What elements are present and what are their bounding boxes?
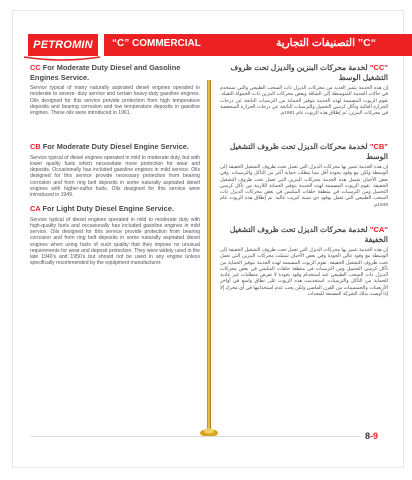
section-heading: لخدمة محركات البنزين والديزل تحت ظروف التشغيل الوسط [230,63,388,82]
logo-swoosh-icon [22,56,102,62]
section-code: "CA" [369,225,388,234]
section-code: CA [30,204,41,213]
section-title [220,225,388,245]
section-cb-en [30,142,200,198]
section-body: Service typical of many naturally aspirated diesel engines operated in moderate to severe- duty service and certain heavy-duty gasoline engines. Oils designed for this service provide protection from high temperature deposits and bearing corrosion and low temperature deposits in gasoline engines. These oils were introduced in 1961. [30,85,200,116]
page-number-prefix: 8 [365,431,371,441]
logo-text: PETROMIN [33,39,93,51]
section-title [30,63,200,82]
section-title [220,63,388,83]
section-cc-en [30,63,200,116]
section-body: إن هذه الخدمة تتميز بها محركات الديزل التي تعمل تحت ظروف التشغيل الخفيفة إلى الوسطة ولكن مع وقود بجودة أقل مما يتطلب حماية أكبر من التآكل والترسبات. وفي بعض الأحيان تشمل هذه الخدمة محركات البنزين التي تعمل تحت ظروف التشغيل الخفيفة. تقوم الزيوت المصممة لهذه الخدمة بتوفير الحماية اللازمة من تآكل كرسي التحميل ومن الترسبات في منطقة حلقات المكبس في بعض محركات الديزل ذات السحب الطبيعي التي تعمل بوقود ذي نسبة كبريت عالية. تم إطلاق هذه الزيوت عام 1949م. [220,165,388,208]
section-heading: لخدمة محركات الديزل تحت ظروف التشغيل الوسط [229,142,388,161]
section-code: CB [30,142,41,151]
page-number [365,431,378,441]
section-title [220,142,388,162]
section-body: إن هذه الخدمة تتميز بها محركات الديزل التي تعمل تحت ظروف التشغيل الخفيفة إلى الوسطة مع وقود عالي الجودة وفي بعض الأحيان شملت محركات البنزين التي تعمل تحت ظروف التشغيل الخفيفة. تقوم الزيوت المصممة لهذه الخدمة بتوفير الحماية من تآكل كرسي التحميل ومن الترسبات في منطقة حلقات المكبس في بعض محركات الديزل ذات السحب الطبيعي عند استخدام وقود بجودة لا تفرض متطلبات غير عادية للحماية من التآكل والترسبات. استخدمت هذه الزيوت على نطاق واسع في أواخر الأربعينات والخمسينات من القرن الماضي ولكن يجب عدم استخدامها في أي محرك إلا إذا أوصت بذلك الشركة المصنعة للمعدات. [220,248,388,297]
header-title-en: “C” COMMERCIAL [112,38,201,49]
page-number-value: -9 [370,431,379,441]
section-heading: For Moderate Duty Diesel Engine Service. [42,142,189,151]
section-code: "CC" [369,63,388,72]
section-body: Service typical of diesel engines operated in mild to moderate duty, but with lower quality fuels which necessitate more protection for wear and deposits. Occasionally has included gasoline engines in mild service. Oils designed for this service provide necessary protection from bearing corrosion and from ring belt deposits in some naturally aspirated diesel engines with higher-sulfur fuels. Oils designed for this service were introduced in 1949. [30,154,200,198]
section-title [30,142,200,152]
section-code: "CB" [369,142,388,151]
section-ca-en [30,204,200,267]
section-cb-ar [220,142,388,209]
section-heading: For Light Duty Diesel Engine Service. [42,204,174,213]
oil-pour-stream-icon [206,80,212,435]
section-ca-ar [220,225,388,298]
section-heading: For Moderate Duty Diesel and Gasoline Engines Service. [30,63,181,82]
section-code: CC [30,63,41,72]
page-header [0,34,412,56]
section-body: إن هذه الخدمة يتميز العديد من محركات الديزل ذات السحب الطبيعي والتي تستخدم في حالات الخدمة المتوسطة إلى الشاقة وبعض محركات البنزين ذات الحمولة الثقيلة. تقوم الزيوت المصممة لهذه الخدمة بتوفير الحماية من الترسبات الناتجة عن درجات الحرارة العالية وتآكل كرسي التحميل والترسبات الناتجة عن درجات الحرارة المنخفضة في محركات البنزين. تم إطلاق هذه الزيوت عام 1961م. [220,86,388,116]
petromin-logo [28,34,98,56]
header-title-ar: “C” التصنيفات التجارية [276,37,376,49]
footer-divider [30,436,360,437]
section-title [30,204,200,214]
section-body: Service typical of diesel engines operated in mild to moderate duty with high-quality fuels and occasionally has included gasoline engines in mild service. Oils designed for this service provide protection from bearing corrosion and from ring belt deposits in some naturally aspirated diesel engines when using fuels of such quality that they impose no unusual requirements for wear and deposit protection. They were widely used in the late 1940's and 1950's but should not be used in any engine unless specifically recommended by the equipment manufacturer. [30,216,200,267]
section-cc-ar [220,63,388,117]
section-heading: لخدمة محركات الديزل تحت ظروف التشغيل الخفيفة [229,225,388,244]
